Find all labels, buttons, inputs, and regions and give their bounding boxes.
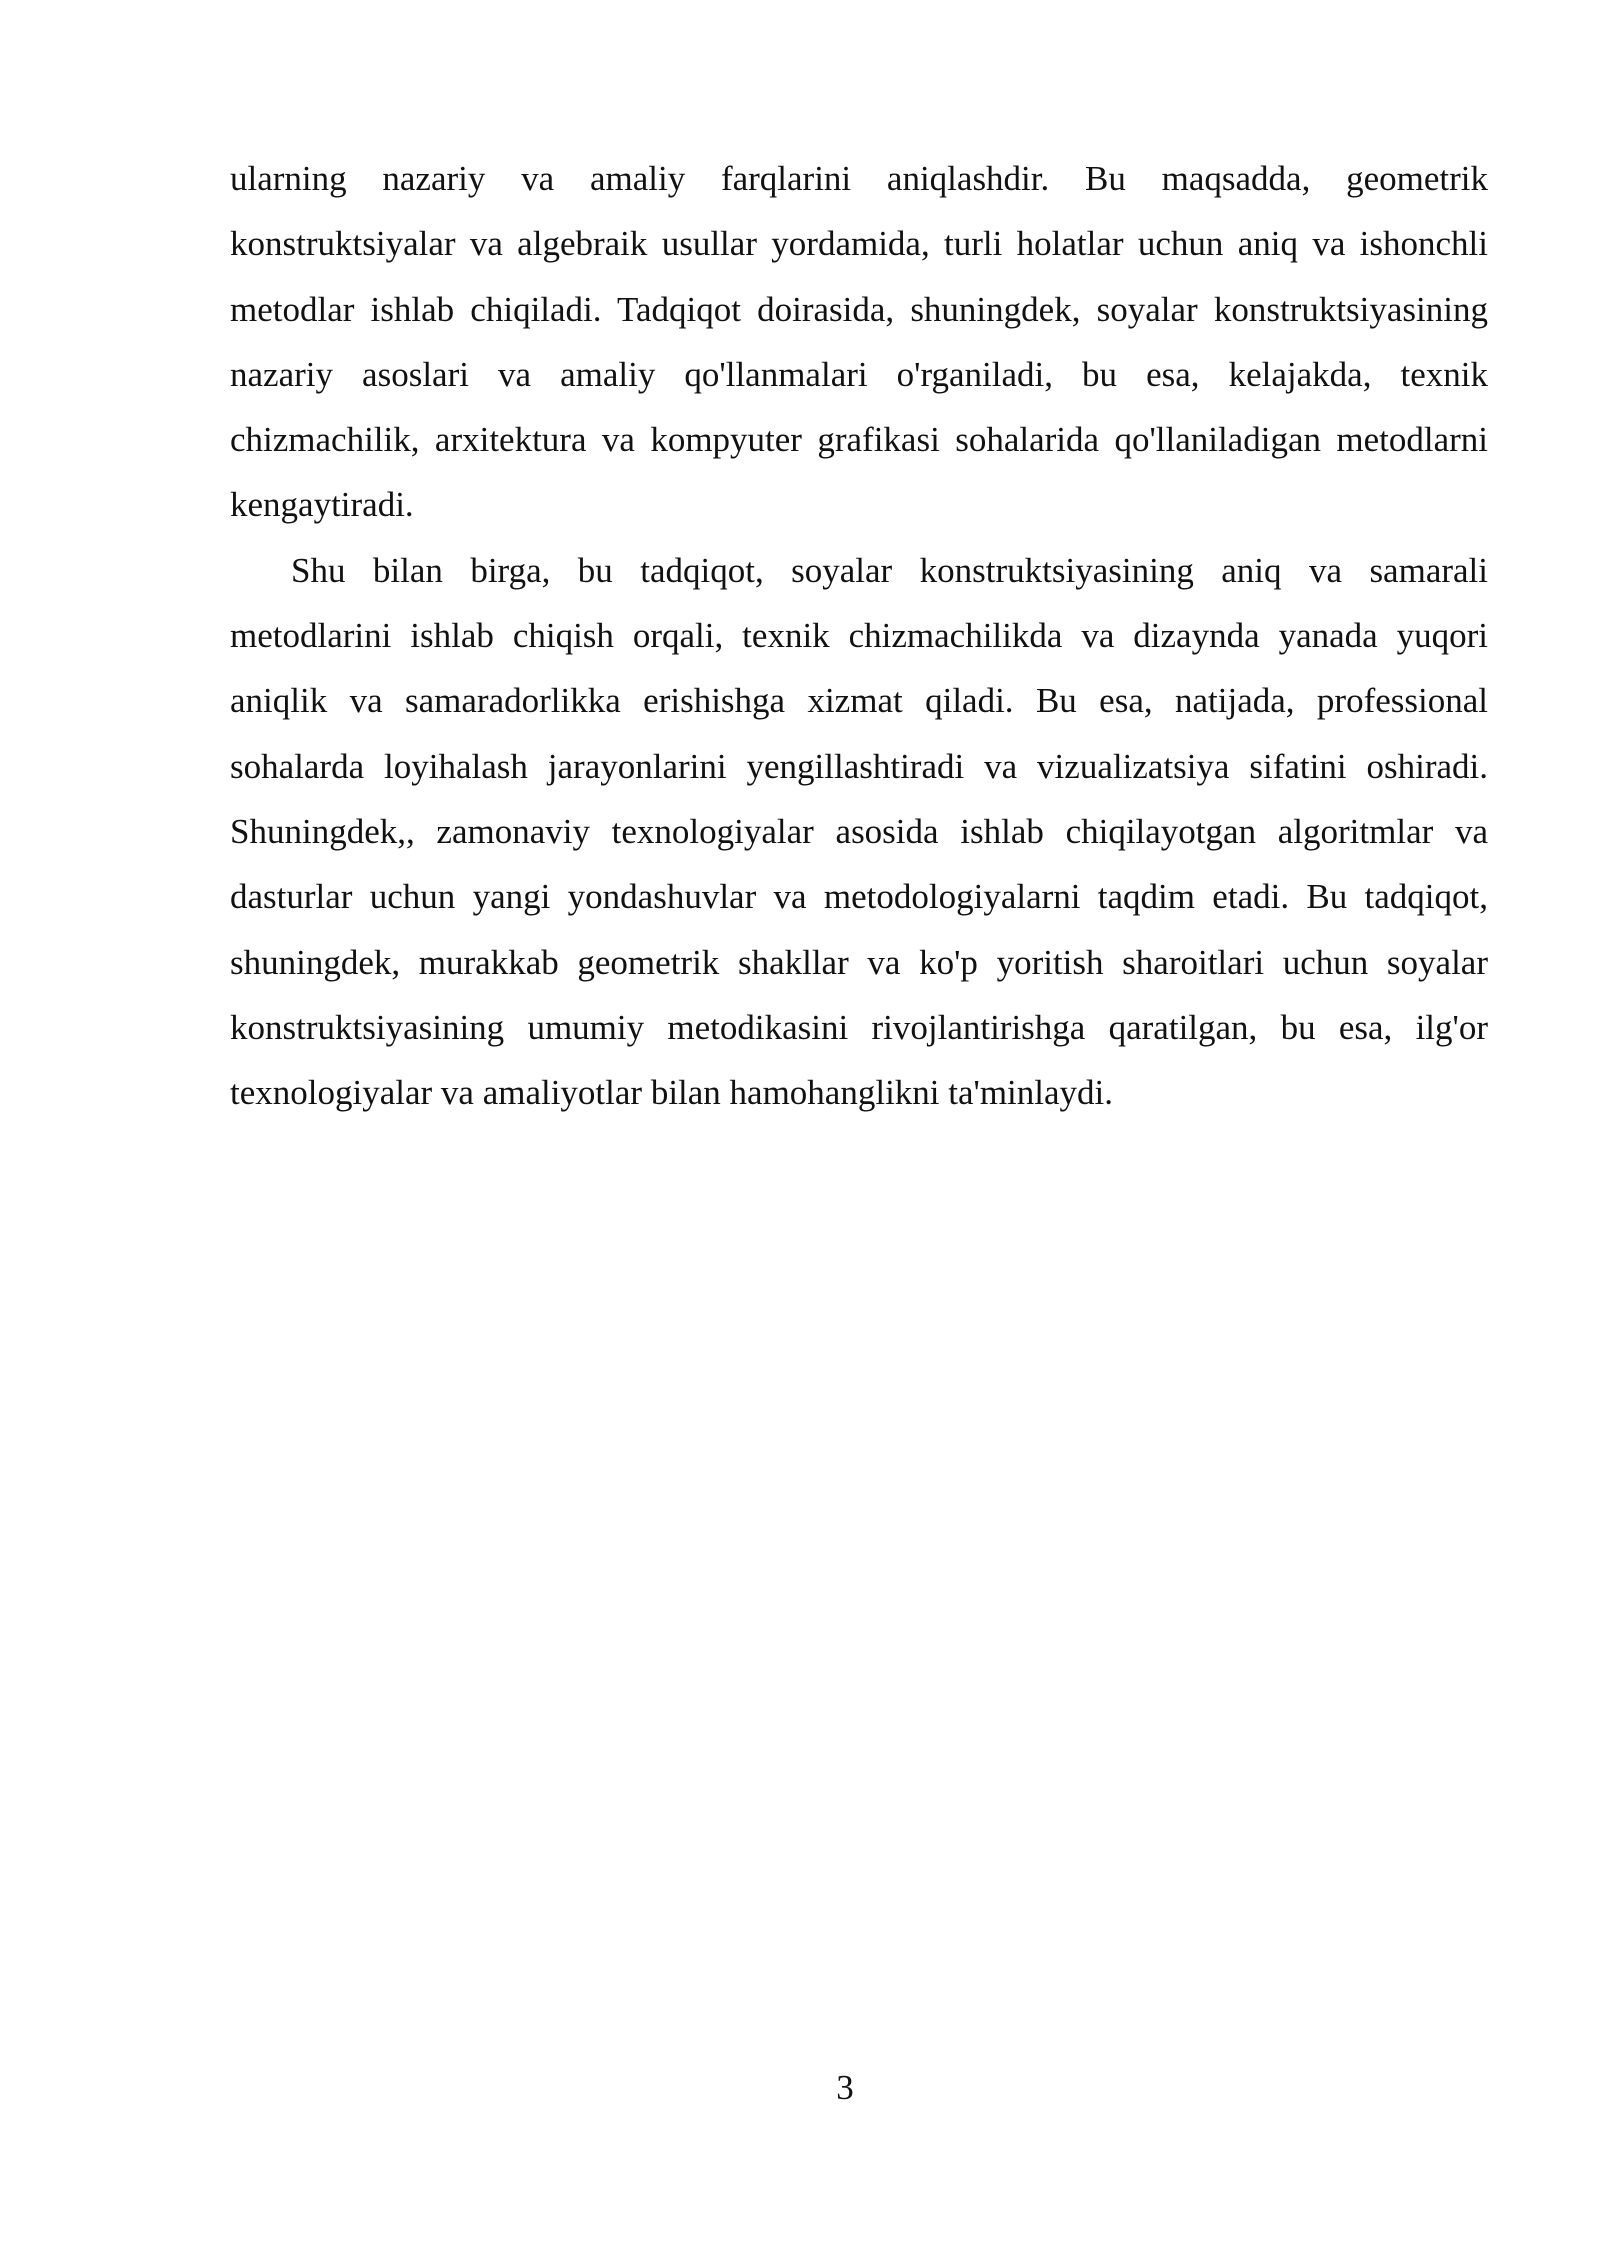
page-number: 3 bbox=[836, 2068, 854, 2107]
paragraph: Shu bilan birga, bu tadqiqot, soyalar konstruktsiyasining aniq va samarali metodlarini ishlab chiqish orqali, texnik chizmachilikda va dizaynda yanada yuqori aniqlik va samaradorlikka erishishga xizmat qiladi. Bu esa, natijada, professional sohalarda loyihalash jarayonlarini yengillashtiradi va vizualizatsiya sifatini oshiradi. Shuningdek,, zamonaviy texnologiyalar asosida ishlab chiqilayotgan algoritmlar va dasturlar uchun yangi yondashuvlar va metodologiyalarni taqdim etadi. Bu tadqiqot, shuningdek, murakkab geometrik shakllar va ko'p yoritish sharoitlari uchun soyalar konstruktsiyasining umumiy metodikasini rivojlantirishga qaratilgan, bu esa, ilg'or texnologiyalar va amaliyotlar bilan hamohanglikni ta'minlaydi. bbox=[230, 550, 1488, 1113]
body-text bbox=[230, 146, 1488, 1125]
paragraph-continuation: ularning nazariy va amaliy farqlarini aniqlashdir. Bu maqsadda, geometrik konstruktsiyalar va algebraik usullar yordamida, turli holatlar uchun aniq va ishonchli metodlar ishlab chiqiladi. Tadqiqot doirasida, shuningdek, soyalar konstruktsiyasining nazariy asoslari va amaliy qo'llanmalari o'rganiladi, bu esa, kelajakda, texnik chizmachilik, arxitektura va kompyuter grafikasi sohalarida qo'llaniladigan metodlarni kengaytiradi. bbox=[230, 159, 1488, 525]
